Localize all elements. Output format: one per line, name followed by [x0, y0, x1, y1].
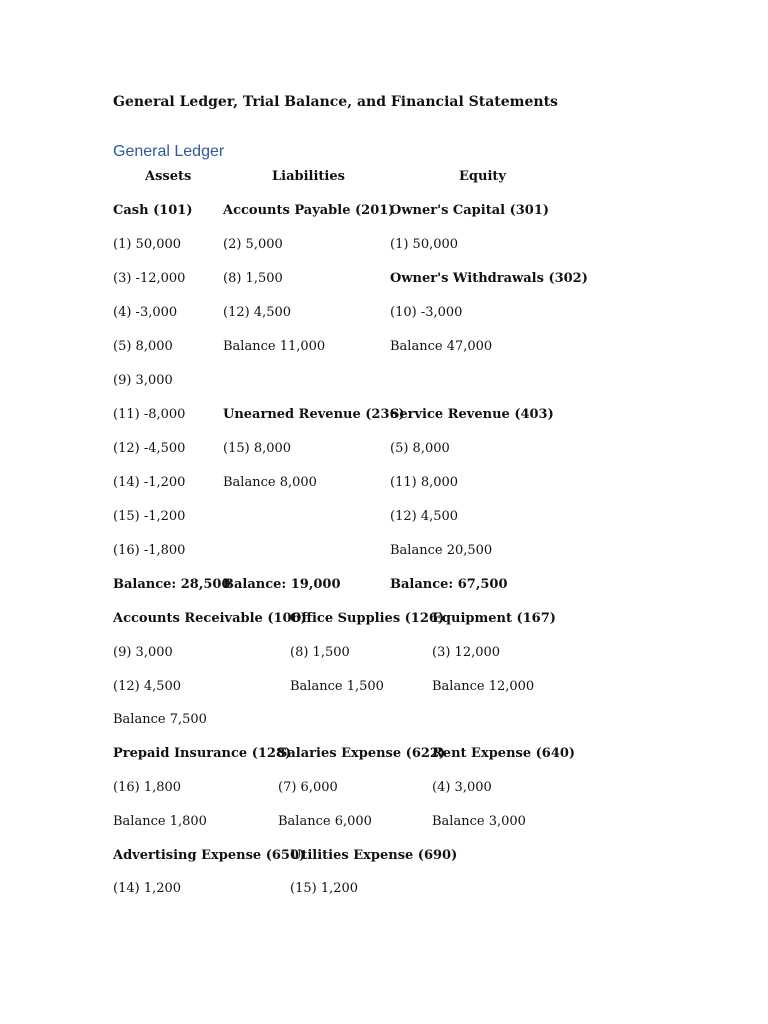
service-revenue-balance: Balance 20,500	[390, 543, 493, 558]
liabilities-total-balance: Balance: 19,000	[223, 577, 341, 592]
accounts-receivable-entry: (12) 4,500	[113, 679, 182, 694]
utilities-expense-entry: (15) 1,200	[290, 881, 359, 896]
equity-total-balance: Balance: 67,500	[390, 577, 508, 592]
cash-entry: (1) 50,000	[113, 237, 182, 252]
utilities-expense-title: Utilities Expense (690)	[290, 848, 458, 863]
salaries-expense-title: Salaries Expense (622)	[278, 746, 446, 761]
unearned-revenue-title: Unearned Revenue (236)	[223, 407, 405, 422]
category-liabilities: Liabilities	[272, 169, 345, 184]
advertising-expense-entry: (14) 1,200	[113, 881, 182, 896]
accounts-payable-title: Accounts Payable (201)	[223, 203, 395, 218]
accounts-payable-entry: (8) 1,500	[223, 271, 283, 286]
section-heading: General Ledger	[113, 143, 225, 160]
category-equity: Equity	[459, 169, 506, 184]
prepaid-insurance-balance: Balance 1,800	[113, 814, 207, 829]
accounts-payable-balance: Balance 11,000	[223, 339, 326, 354]
equipment-balance: Balance 12,000	[432, 679, 535, 694]
owners-capital-title: Owner's Capital (301)	[390, 203, 550, 218]
salaries-expense-entry: (7) 6,000	[278, 780, 338, 795]
service-revenue-entry: (5) 8,000	[390, 441, 450, 456]
accounts-receivable-balance: Balance 7,500	[113, 712, 207, 727]
service-revenue-title: Service Revenue (403)	[390, 407, 554, 422]
cash-entry: (11) -8,000	[113, 407, 186, 422]
cash-entry: (16) -1,800	[113, 543, 186, 558]
cash-entry: (9) 3,000	[113, 373, 173, 388]
service-revenue-entry: (11) 8,000	[390, 475, 459, 490]
cash-entry: (15) -1,200	[113, 509, 186, 524]
prepaid-insurance-title: Prepaid Insurance (128)	[113, 746, 292, 761]
cash-entry: (5) 8,000	[113, 339, 173, 354]
cash-entry: (14) -1,200	[113, 475, 186, 490]
unearned-revenue-entry: (15) 8,000	[223, 441, 292, 456]
rent-expense-entry: (4) 3,000	[432, 780, 492, 795]
cash-entry: (12) -4,500	[113, 441, 186, 456]
accounts-receivable-title: Accounts Receivable (106)	[113, 611, 307, 626]
document-title: General Ledger, Trial Balance, and Financial Statements	[113, 94, 558, 110]
office-supplies-entry: (8) 1,500	[290, 645, 350, 660]
owners-capital-entry: (1) 50,000	[390, 237, 459, 252]
accounts-receivable-entry: (9) 3,000	[113, 645, 173, 660]
equipment-entry: (3) 12,000	[432, 645, 501, 660]
owners-withdrawals-entry: (10) -3,000	[390, 305, 463, 320]
advertising-expense-title: Advertising Expense (650)	[113, 848, 306, 863]
accounts-payable-entry: (2) 5,000	[223, 237, 283, 252]
equipment-title: Equipment (167)	[432, 611, 556, 626]
salaries-expense-balance: Balance 6,000	[278, 814, 372, 829]
owners-equity-balance: Balance 47,000	[390, 339, 493, 354]
cash-balance: Balance: 28,500	[113, 577, 231, 592]
rent-expense-title: Rent Expense (640)	[432, 746, 576, 761]
service-revenue-entry: (12) 4,500	[390, 509, 459, 524]
office-supplies-balance: Balance 1,500	[290, 679, 384, 694]
owners-withdrawals-title: Owner's Withdrawals (302)	[390, 271, 588, 286]
unearned-revenue-balance: Balance 8,000	[223, 475, 317, 490]
office-supplies-title: Office Supplies (126)	[290, 611, 445, 626]
cash-entry: (3) -12,000	[113, 271, 186, 286]
category-assets: Assets	[145, 169, 192, 184]
cash-entry: (4) -3,000	[113, 305, 178, 320]
rent-expense-balance: Balance 3,000	[432, 814, 526, 829]
accounts-payable-entry: (12) 4,500	[223, 305, 292, 320]
cash-account-title: Cash (101)	[113, 203, 193, 218]
prepaid-insurance-entry: (16) 1,800	[113, 780, 182, 795]
